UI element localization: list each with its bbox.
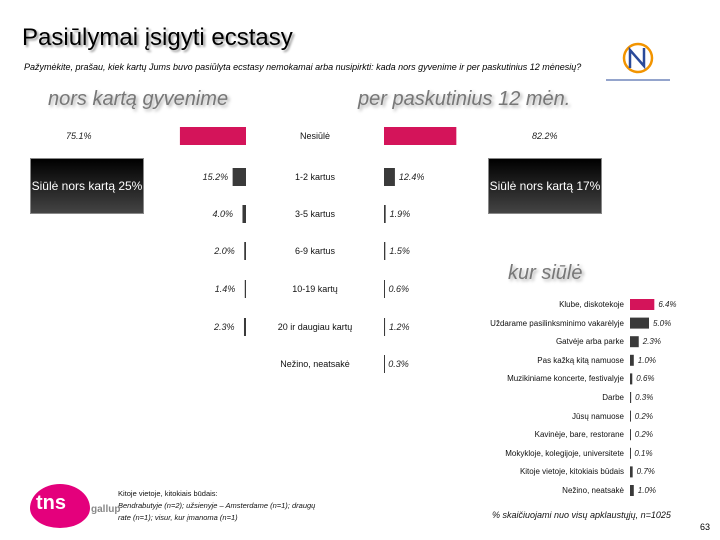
right-value-label: 82.2% xyxy=(532,131,558,141)
where-value-label: 1.0% xyxy=(637,486,657,495)
where-value-label: 6.4% xyxy=(658,300,677,309)
where-value-label: 0.7% xyxy=(636,467,655,477)
right-value-label: 0.6% xyxy=(388,284,410,294)
right-bar xyxy=(384,318,385,336)
right-bar xyxy=(384,168,395,186)
page-title: Pasiūlymai įsigyti ecstasy xyxy=(22,24,293,51)
where-header: kur siūlė xyxy=(508,262,583,284)
left-value-label: 4.0% xyxy=(212,209,233,219)
gallup-logo-text: gallup xyxy=(91,504,121,515)
left-value-label: 2.0% xyxy=(214,246,235,256)
where-category-label: Kavinėje, bare, restorane xyxy=(534,430,624,440)
category-label: 1-2 kartus xyxy=(294,172,336,182)
where-value-label: 0.6% xyxy=(636,374,655,384)
where-category-label: Nežino, neatsakė xyxy=(562,486,624,495)
where-category-label: Jūsų namuose xyxy=(571,411,624,421)
left-value-label: 75.1% xyxy=(66,131,92,141)
where-bar xyxy=(630,411,631,422)
left-value-label: 1.4% xyxy=(214,284,236,294)
where-category-label: Pas kažką kitą namuose xyxy=(537,355,624,365)
where-value-label: 0.3% xyxy=(635,393,654,402)
left-value-label: 15.2% xyxy=(202,172,229,182)
where-category-label: Klube, diskotekoje xyxy=(559,300,624,309)
category-label: 20 ir daugiau kartų xyxy=(277,322,353,332)
category-label: 3-5 kartus xyxy=(294,209,336,219)
where-category-label: Kitoje vietoje, kitokiais būdais xyxy=(519,467,624,477)
right-value-label: 1.5% xyxy=(389,246,410,256)
where-category-label: Mokykloje, kolegijoje, universitete xyxy=(505,448,624,458)
where-bar xyxy=(630,299,654,310)
basis-note: % skaičiuojami nuo visų apklaustųjų, n=1025 xyxy=(492,510,671,520)
where-bar xyxy=(630,392,631,403)
right-value-label: 1.9% xyxy=(389,209,411,219)
left-summary-box: Siūlė nors kartą 25% xyxy=(30,158,144,214)
where-category-label: Darbe xyxy=(602,393,624,402)
right-summary-box: Siūlė nors kartą 17% xyxy=(488,158,602,214)
left-bar xyxy=(242,205,246,223)
footnote-line: Bendrabutyje (n=2); užsienyje – Amsterdame (n=1); draugų xyxy=(118,501,316,510)
where-value-label: 5.0% xyxy=(653,318,672,328)
where-bar xyxy=(630,429,631,440)
left-bar xyxy=(244,318,246,336)
where-bar xyxy=(630,373,632,384)
tns-logo-text: tns xyxy=(36,492,66,514)
where-bar xyxy=(630,485,634,496)
left-value-label: 2.3% xyxy=(213,322,235,332)
where-bar xyxy=(630,336,639,347)
left-bar xyxy=(245,280,246,298)
right-bar xyxy=(384,127,456,145)
where-category-label: Muzikiniame koncerte, festivalyje xyxy=(507,374,624,384)
where-bar xyxy=(630,355,634,366)
where-category-label: Gatvėje arba parke xyxy=(555,337,624,347)
left-header: nors kartą gyvenime xyxy=(48,88,229,110)
footnote-title: Kitoje vietoje, kitokiais būdais: xyxy=(118,489,218,498)
left-bar xyxy=(233,168,246,186)
category-label: Nežino, neatsakė xyxy=(280,359,350,369)
left-bar xyxy=(244,242,246,260)
left-bar xyxy=(180,127,246,145)
right-bar xyxy=(384,355,385,373)
where-value-label: 0.1% xyxy=(634,448,653,458)
where-category-label: Uždarame pasilinksminimo vakarėlyje xyxy=(490,318,624,328)
footnote-line: rate (n=1); visur, kur įmanoma (n=1) xyxy=(118,513,238,522)
footnote xyxy=(118,488,368,524)
category-label: 6-9 kartus xyxy=(294,246,336,256)
where-bar xyxy=(630,448,631,459)
right-bar xyxy=(384,280,385,298)
right-value-label: 12.4% xyxy=(398,172,425,182)
right-bar xyxy=(384,205,386,223)
right-value-label: 0.3% xyxy=(388,359,409,369)
right-header: per paskutinius 12 mėn. xyxy=(358,88,571,110)
where-value-label: 0.2% xyxy=(634,430,653,440)
where-value-label: 2.3% xyxy=(642,337,661,347)
where-bar xyxy=(630,318,649,329)
page-number: 63 xyxy=(700,522,711,532)
where-value-label: 0.2% xyxy=(634,411,653,421)
right-bar xyxy=(384,242,385,260)
where-bar xyxy=(630,466,633,477)
right-value-label: 1.2% xyxy=(389,322,410,332)
category-label: 10-19 kartų xyxy=(292,284,338,294)
where-value-label: 1.0% xyxy=(637,355,657,365)
category-label: Nesiūlė xyxy=(299,131,330,141)
question-text: Pažymėkite, prašau, kiek kartų Jums buvo pasiūlyta ecstasy nemokamai arba nusipirkti: kada nors gyvenime ir per paskutinius 12 mėnesių? xyxy=(24,62,582,72)
